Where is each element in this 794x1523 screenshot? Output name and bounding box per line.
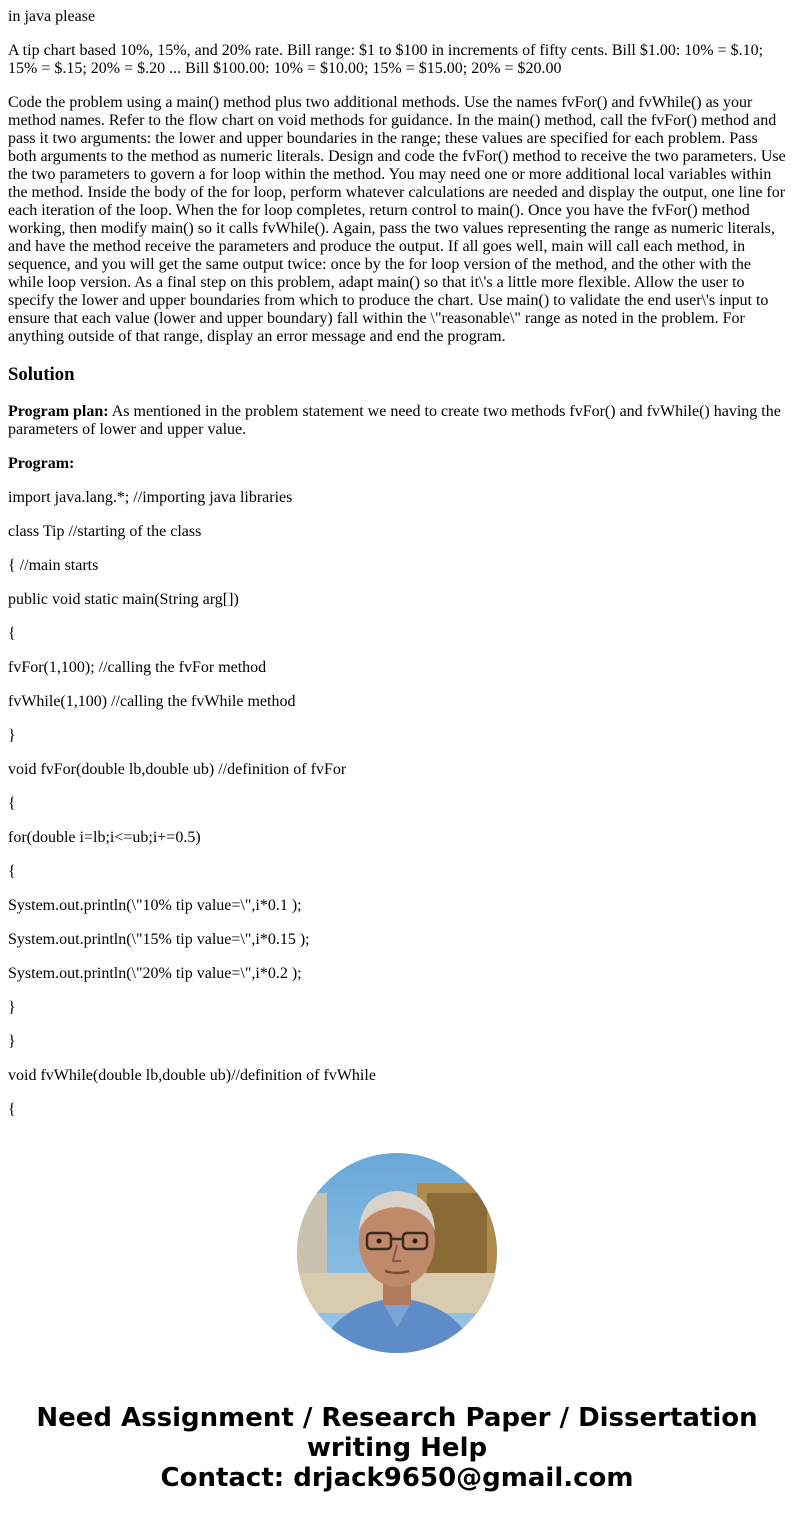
code-line: { <box>8 795 16 812</box>
code-line: fvFor(1,100); //calling the fvFor method <box>8 659 267 676</box>
code-line: { <box>8 863 16 880</box>
code-line: { //main starts <box>8 557 99 574</box>
code-line: public void static main(String arg[]) <box>8 591 239 608</box>
promo-line-1: Need Assignment / Research Paper / Dissertation <box>36 1403 758 1433</box>
question-tip-chart: A tip chart based 10%, 15%, and 20% rate. Bill range: $1 to $100 in increments of fifty cents. Bill $1.00: 10% = $.10; 15% = $.15; 20% = $.20 ... Bill $100.00: 10% = $10.00; 15% = $15.00; 20% = $20.00 <box>8 42 764 77</box>
code-line: void fvFor(double lb,double ub) //definition of fvFor <box>8 761 347 778</box>
code-line: System.out.println(\"10% tip value=\",i*0.1 ); <box>8 897 302 914</box>
promo-banner <box>0 1403 794 1493</box>
code-line: { <box>8 1101 16 1118</box>
question-instructions: Code the problem using a main() method plus two additional methods. Use the names fvFor() and fvWhile() as your method names. Refer to the flow chart on void methods for guidance. In the main() method, call the fvFor() method and pass it two arguments: the lower and upper boundaries in the range; these values are specified for each problem. Pass both arguments to the method as numeric literals. Design and code the fvFor() method to receive the two parameters. Use the two parameters to govern a for loop within the method. You may need one or more additional local variables within the method. Inside the body of the for loop, perform whatever calculations are needed and display the output, one line for each iteration of the loop. When the for loop completes, return control to main(). Once you have the fvFor() method working, then modify main() so it calls fvWhile(). Again, pass the two values representing the range as numeric literals, and have the method receive the parameters and produce the output. If all goes well, main will call each method, in sequence, and you will get the same output twice: once by the for loop version of the method, and the other with the while loop version. As a final step on this problem, adapt main() so that it\'s a little more flexible. Allow the user to specify the lower and upper boundaries from which to produce the chart. Use main() to validate the end user\'s input to ensure that each value (lower and upper boundary) fall within the \"reasonable\" range as noted in the problem. For anything outside of that range, display an error message and end the program. <box>8 94 786 345</box>
author-portrait-image <box>297 1153 497 1353</box>
solution-heading: Solution <box>8 364 75 385</box>
code-line: fvWhile(1,100) //calling the fvWhile method <box>8 693 296 710</box>
code-line: class Tip //starting of the class <box>8 523 202 540</box>
question-intro: in java please <box>8 8 96 25</box>
code-line: { <box>8 625 16 642</box>
code-line: System.out.println(\"20% tip value=\",i*0.2 ); <box>8 965 302 982</box>
code-line: } <box>8 727 16 744</box>
document-body <box>8 0 786 1119</box>
author-avatar <box>297 1153 497 1353</box>
code-line: System.out.println(\"15% tip value=\",i*0.15 ); <box>8 931 310 948</box>
code-line: void fvWhile(double lb,double ub)//definition of fvWhile <box>8 1067 376 1084</box>
promo-contact: Contact: drjack9650@gmail.com <box>160 1463 634 1493</box>
program-label-paragraph <box>8 455 786 473</box>
program-plan-label: Program plan: <box>8 403 109 420</box>
code-line: } <box>8 1033 16 1050</box>
code-line: for(double i=lb;i<=ub;i+=0.5) <box>8 829 201 846</box>
program-plan-text: As mentioned in the problem statement we need to create two methods fvFor() and fvWhile() having the parameters of lower and upper value. <box>8 403 781 438</box>
program-label: Program: <box>8 455 75 472</box>
code-line: } <box>8 999 16 1016</box>
program-plan <box>8 403 786 439</box>
code-line: import java.lang.*; //importing java libraries <box>8 489 293 506</box>
promo-line-2: writing Help <box>306 1433 488 1463</box>
